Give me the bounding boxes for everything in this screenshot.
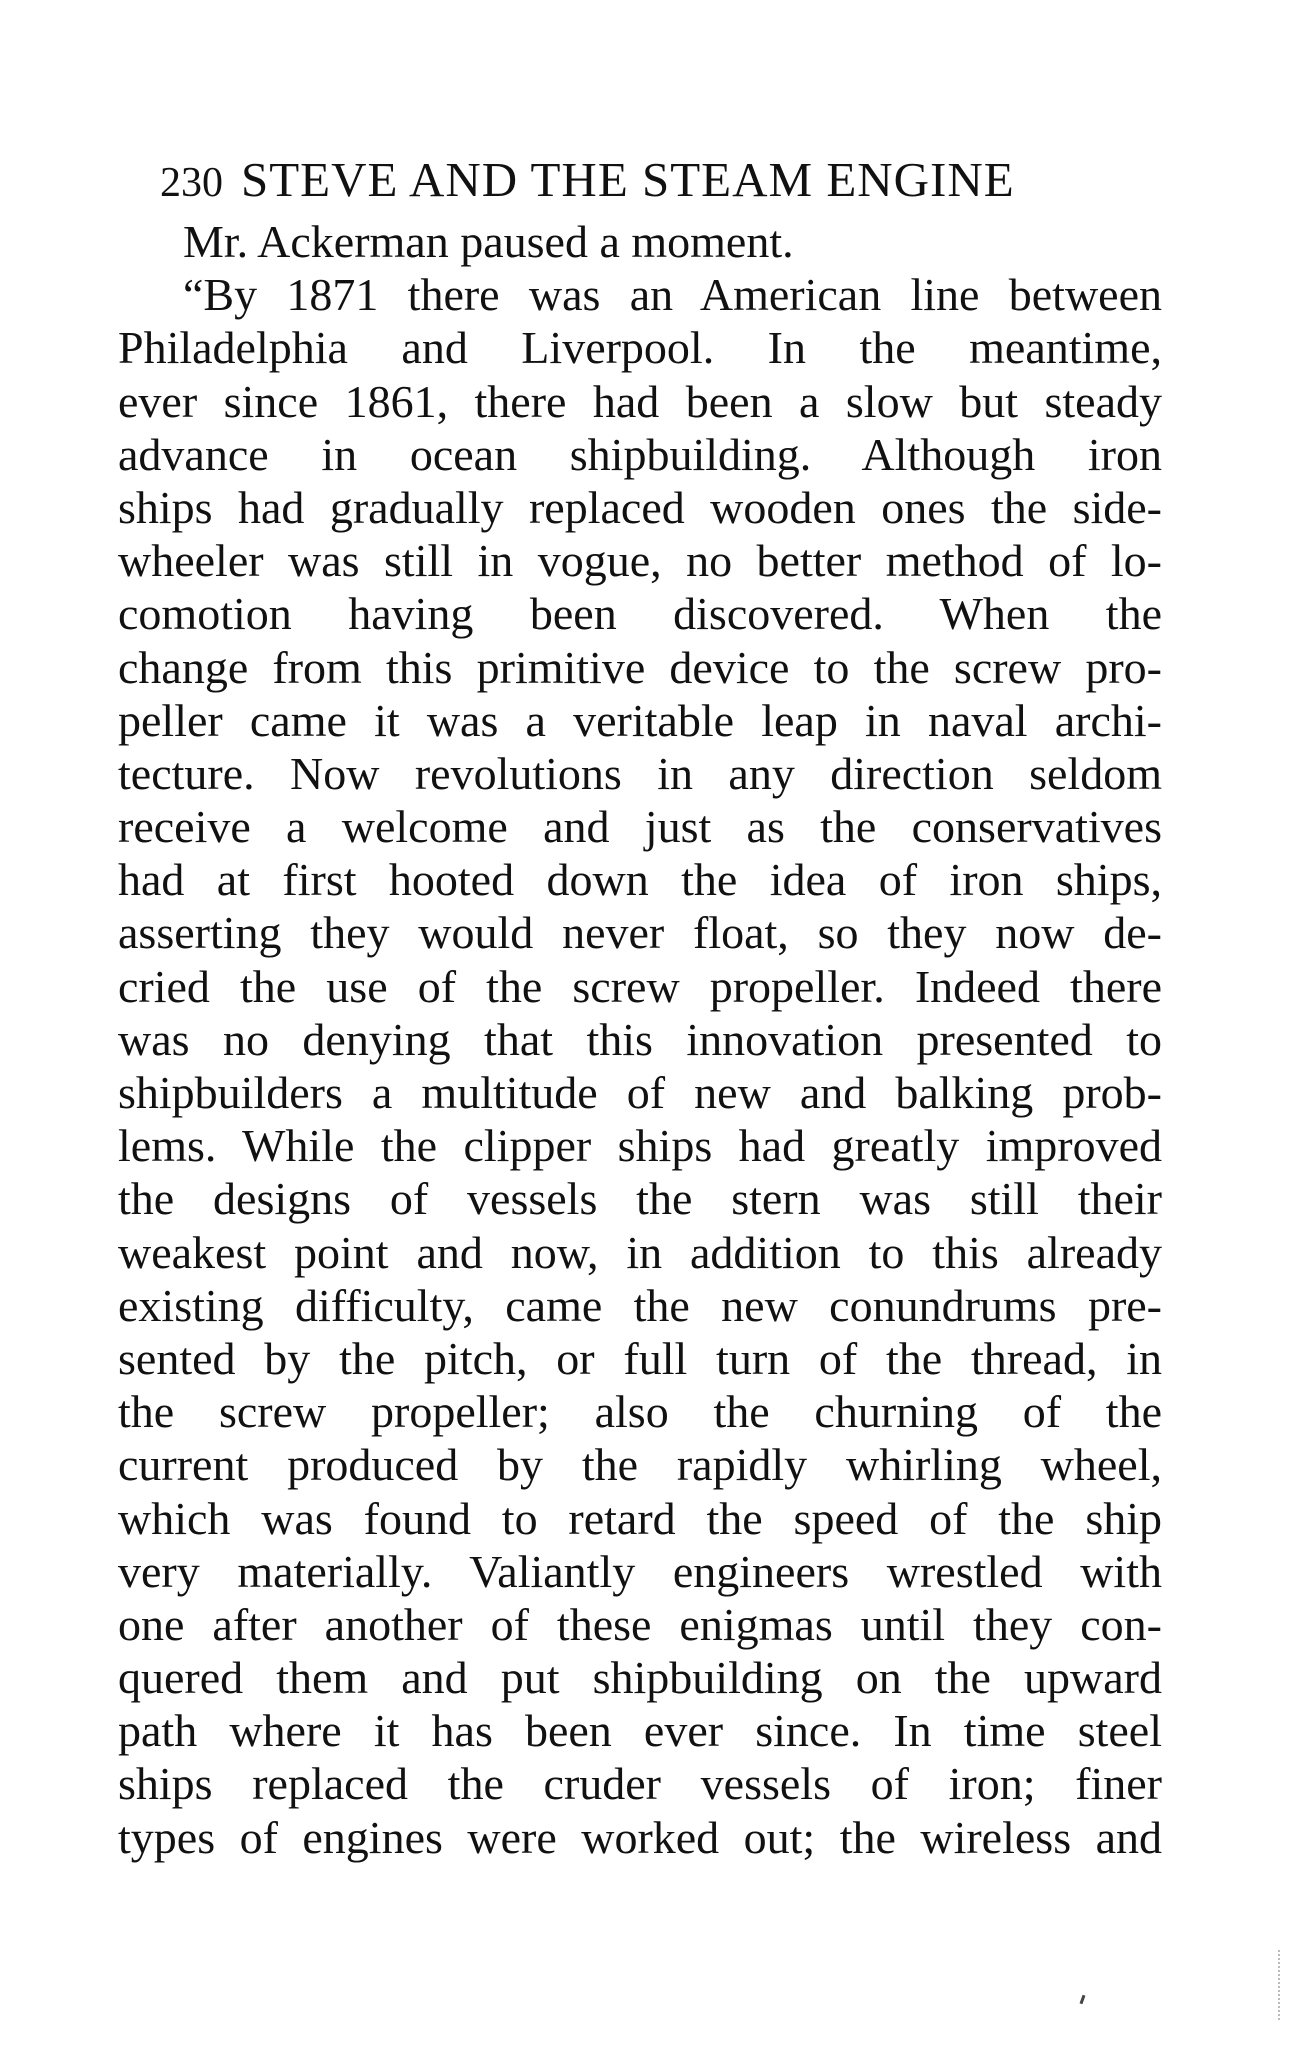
text-line: asserting they would never float, so they now de- [118,907,1162,959]
text-line: Mr. Ackerman paused a moment. [183,216,794,267]
text-line: which was found to retard the speed of the ship [118,1492,1162,1544]
text-line: “By 1871 there was an American line between [183,269,1162,321]
running-title: STEVE AND THE STEAM ENGINE [241,152,1015,207]
text-line: ships replaced the cruder vessels of iron; finer [118,1758,1162,1810]
text-line: the screw propeller; also the churning of the [118,1386,1162,1438]
text-line: sented by the pitch, or full turn of the thread, in [118,1332,1162,1384]
text-line: current produced by the rapidly whirling wheel, [118,1439,1162,1491]
text-line: receive a welcome and just as the conservatives [118,801,1162,853]
text-line: was no denying that this innovation presented to [118,1013,1162,1065]
text-line: types of engines were worked out; the wireless and [118,1811,1162,1863]
text-line: ever since 1861, there had been a slow but steady [118,375,1162,427]
text-line: very materially. Valiantly engineers wrestled with [118,1545,1162,1597]
text-line: the designs of vessels the stern was still their [118,1173,1162,1225]
text-line: ships had gradually replaced wooden ones the side- [118,481,1162,533]
text-line: path where it has been ever since. In time steel [118,1705,1162,1757]
text-line: weakest point and now, in addition to this already [118,1226,1162,1278]
text-line: cried the use of the screw propeller. Indeed there [118,960,1162,1012]
text-line: existing difficulty, came the new conundrums pre- [118,1279,1162,1331]
ink-speck [1080,1995,1086,2004]
text-line: shipbuilders a multitude of new and balking prob- [118,1067,1162,1118]
text-line: advance in ocean shipbuilding. Although iron [118,428,1162,480]
text-line: change from this primitive device to the screw pro- [118,641,1162,693]
scan-margin-mark [1278,1950,1282,2020]
text-line: quered them and put shipbuilding on the upward [118,1652,1162,1704]
text-line: had at first hooted down the idea of iron ships, [118,854,1162,906]
text-line: lems. While the clipper ships had greatly improved [118,1120,1162,1172]
page-number: 230 [160,160,223,206]
text-line: comotion having been discovered. When the [118,588,1162,640]
running-head [160,150,1160,210]
text-line: one after another of these enigmas until they con- [118,1598,1162,1650]
body-text [118,215,1162,1864]
text-line: peller came it was a veritable leap in naval archi- [118,694,1162,746]
text-line: wheeler was still in vogue, no better method of lo- [118,535,1162,587]
text-line: tecture. Now revolutions in any direction seldom [118,747,1162,799]
text-line: Philadelphia and Liverpool. In the meantime, [118,322,1162,374]
